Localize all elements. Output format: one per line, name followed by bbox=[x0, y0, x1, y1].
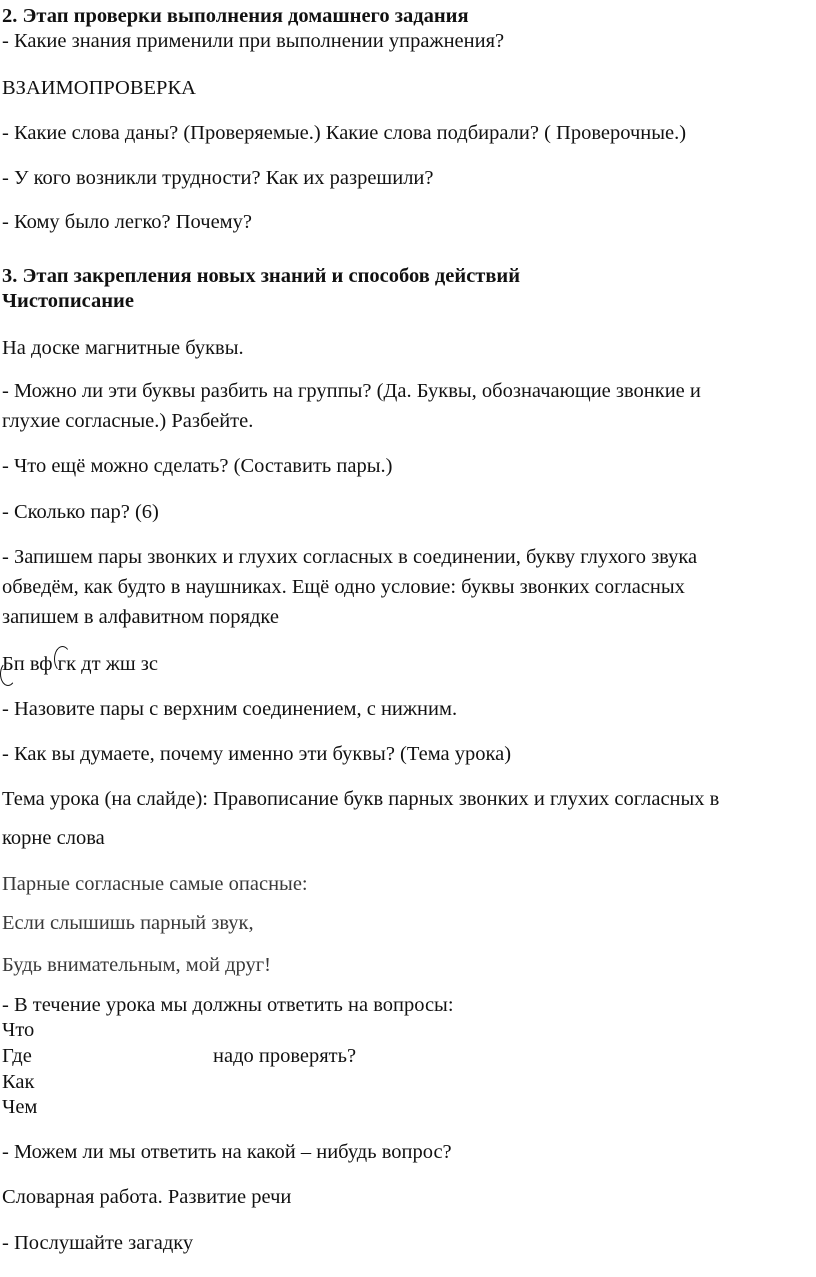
poem-line: Парные согласные самые опасные: bbox=[2, 873, 308, 895]
how-many-pairs-question: - Сколько пар? (6) bbox=[2, 501, 159, 523]
letter-pairs: Бп вф гк дт жш зс bbox=[2, 653, 158, 675]
groups-question-line-1: - Можно ли эти буквы разбить на группы? (Да. Буквы, обозначающие звонкие и bbox=[2, 380, 701, 402]
poem-line: Если слышишь парный звук, bbox=[2, 912, 254, 934]
question-knowledge: - Какие знания применили при выполнении упражнения? bbox=[2, 30, 505, 52]
question-word: Чем bbox=[2, 1096, 38, 1118]
question-difficulties: - У кого возникли трудности? Как их разрешили? bbox=[2, 167, 434, 189]
write-pairs-line-3: запишем в алфавитном порядке bbox=[2, 606, 279, 628]
poem-line: Будь внимательным, мой друг! bbox=[2, 954, 271, 976]
question-word: Где bbox=[2, 1045, 32, 1067]
question-word: Как bbox=[2, 1071, 35, 1093]
any-question-text: - Можем ли мы ответить на какой – нибудь вопрос? bbox=[2, 1141, 452, 1163]
question-word: Что bbox=[2, 1019, 35, 1041]
vocabulary-work-text: Словарная работа. Развитие речи bbox=[2, 1186, 292, 1208]
lesson-topic-line-1: Тема урока (на слайде): Правописание букв парных звонких и глухих согласных в bbox=[2, 788, 720, 810]
questions-intro: - В течение урока мы должны ответить на вопросы: bbox=[2, 994, 454, 1016]
write-pairs-line-2: обведём, как будто в наушниках. Ещё одно условие: буквы звонких согласных bbox=[2, 576, 685, 598]
penmanship-heading: Чистописание bbox=[2, 290, 134, 312]
write-pairs-line-1: - Запишем пары звонких и глухих согласных в соединении, букву глухого звука bbox=[2, 546, 698, 568]
headphone-circle-mark bbox=[0, 662, 16, 686]
what-else-question: - Что ещё можно сделать? (Составить пары.) bbox=[2, 455, 393, 477]
riddle-instruction: - Послушайте загадку bbox=[2, 1232, 194, 1254]
board-letters-text: На доске магнитные буквы. bbox=[2, 337, 244, 359]
headphone-circle-mark bbox=[54, 646, 71, 672]
section-2-heading: 2. Этап проверки выполнения домашнего задания bbox=[2, 5, 469, 27]
why-letters-question: - Как вы думаете, почему именно эти буквы? (Тема урока) bbox=[2, 743, 512, 765]
name-pairs-instruction: - Назовите пары с верхним соединением, с нижним. bbox=[2, 698, 458, 720]
section-3-heading: 3. Этап закрепления новых знаний и способов действий bbox=[2, 265, 521, 287]
groups-question-line-2: глухие согласные.) Разбейте. bbox=[2, 410, 254, 432]
must-check-text: надо проверять? bbox=[213, 1045, 357, 1067]
question-easy: - Кому было легко? Почему? bbox=[2, 211, 253, 233]
mutual-check-label: ВЗАИМОПРОВЕРКА bbox=[2, 77, 196, 99]
lesson-topic-line-2: корне слова bbox=[2, 827, 105, 849]
question-words-given: - Какие слова даны? (Проверяемые.) Какие слова подбирали? ( Проверочные.) bbox=[2, 122, 687, 144]
